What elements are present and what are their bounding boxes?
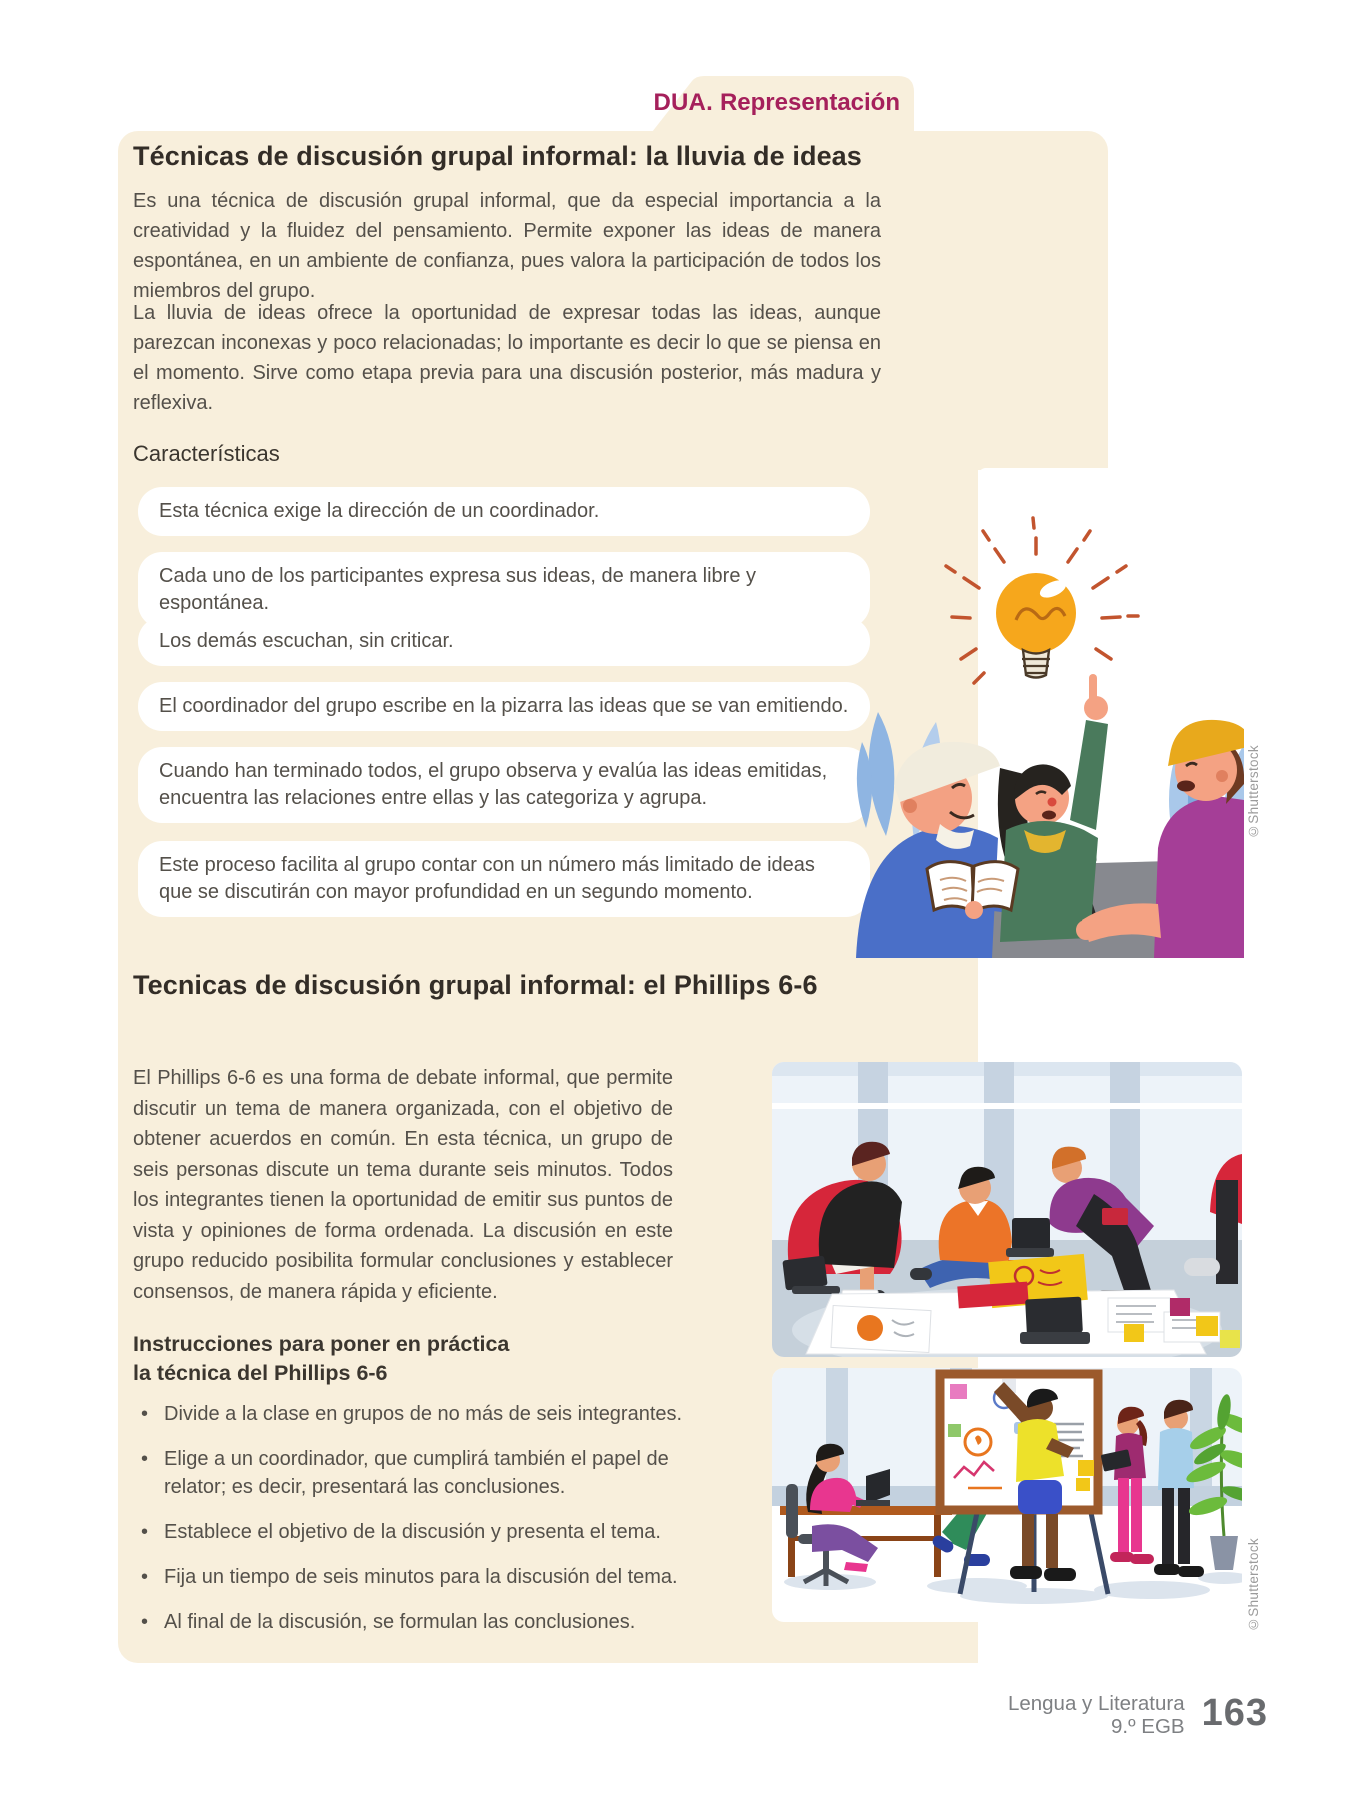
- list-item: • Elige a un coordinador, que cumplirá también el papel de relator; es decir, presentará las conclusiones.: [133, 1445, 685, 1501]
- brainstorm-illustration: [856, 468, 1244, 960]
- characteristic-item: Los demás escuchan, sin criticar.: [138, 617, 870, 666]
- footer-grade: 9.º EGB: [1111, 1715, 1185, 1738]
- section1-title: Técnicas de discusión grupal informal: la lluvia de ideas: [133, 141, 862, 171]
- list-item: • Divide a la clase en grupos de no más de seis integrantes.: [133, 1400, 685, 1428]
- characteristic-item: Este proceso facilita al grupo contar con un número más limitado de ideas que se discutirán con mayor profundidad en un segundo momento.: [138, 841, 870, 917]
- section1-paragraph-2: La lluvia de ideas ofrece la oportunidad de expresar todas las ideas, aunque parezcan inconexas y poco relacionadas; lo importante es decir lo que se piensa en el momento. Sirve como etapa previa para una discusión posterior, más madura y reflexiva.: [133, 302, 881, 414]
- footer-course: Lengua y Literatura: [1007, 1692, 1185, 1715]
- dua-text: Representación: [719, 89, 900, 116]
- page-footer: [1008, 1692, 1268, 1738]
- footer-course-grade: [1008, 1692, 1185, 1738]
- image-credit: ©Shutterstock: [1246, 745, 1261, 839]
- instructions-list: [133, 1400, 685, 1636]
- dua-prefix: DUA.: [653, 89, 713, 116]
- list-item: • Fija un tiempo de seis minutos para la discusión del tema.: [133, 1563, 685, 1591]
- characteristic-item: Cada uno de los participantes expresa sus ideas, de manera libre y espontánea.: [138, 552, 870, 628]
- dua-badge: [652, 76, 914, 132]
- section2-paragraph: El Phillips 6-6 es una forma de debate informal, que permite discutir un tema de manera organizada, con el objetivo de obtener acuerdos en común. En esta técnica, un grupo de seis personas discute un tema durante seis minutos. Todos los integrantes tienen la oportunidad de emitir sus puntos de vista y opiniones de forma ordenada. La discusión en este grupo reducido posibilita formular conclusiones y establecer consensos, de manera rápida y eficiente.: [133, 1067, 673, 1303]
- list-item: • Establece el objetivo de la discusión y presenta el tema.: [133, 1518, 685, 1546]
- image-credit: ©Shutterstock: [1246, 1538, 1261, 1632]
- characteristic-item: Cuando han terminado todos, el grupo observa y evalúa las ideas emitidas, encuentra las relaciones entre ellas y las categoriza y agrupa.: [138, 747, 870, 823]
- section1-paragraph-1: Es una técnica de discusión grupal informal, que da especial importancia a la creatividad y la fluidez del pensamiento. Permite exponer las ideas de manera espontánea, en un ambiente de confianza, pues valora la participación de todos los miembros del grupo.: [133, 190, 881, 302]
- instructions-heading: [133, 1330, 509, 1388]
- phillips-floor-discussion-illustration: [772, 1062, 1242, 1357]
- phillips-board-presentation-illustration: [772, 1368, 1242, 1622]
- instructions-heading-line2: la técnica del Phillips 6-6: [133, 1361, 388, 1385]
- dua-badge-label: [653, 76, 900, 132]
- characteristic-item: Esta técnica exige la dirección de un coordinador.: [138, 487, 870, 536]
- characteristic-item: El coordinador del grupo escribe en la pizarra las ideas que se van emitiendo.: [138, 682, 870, 731]
- caracteristicas-heading: Características: [133, 441, 280, 466]
- instructions-heading-line1: Instrucciones para poner en práctica: [133, 1332, 510, 1356]
- section2-title: Tecnicas de discusión grupal informal: el Phillips 6-6: [133, 970, 818, 1000]
- list-item: • Al final de la discusión, se formulan las conclusiones.: [133, 1608, 685, 1636]
- page-number: 163: [1201, 1692, 1268, 1734]
